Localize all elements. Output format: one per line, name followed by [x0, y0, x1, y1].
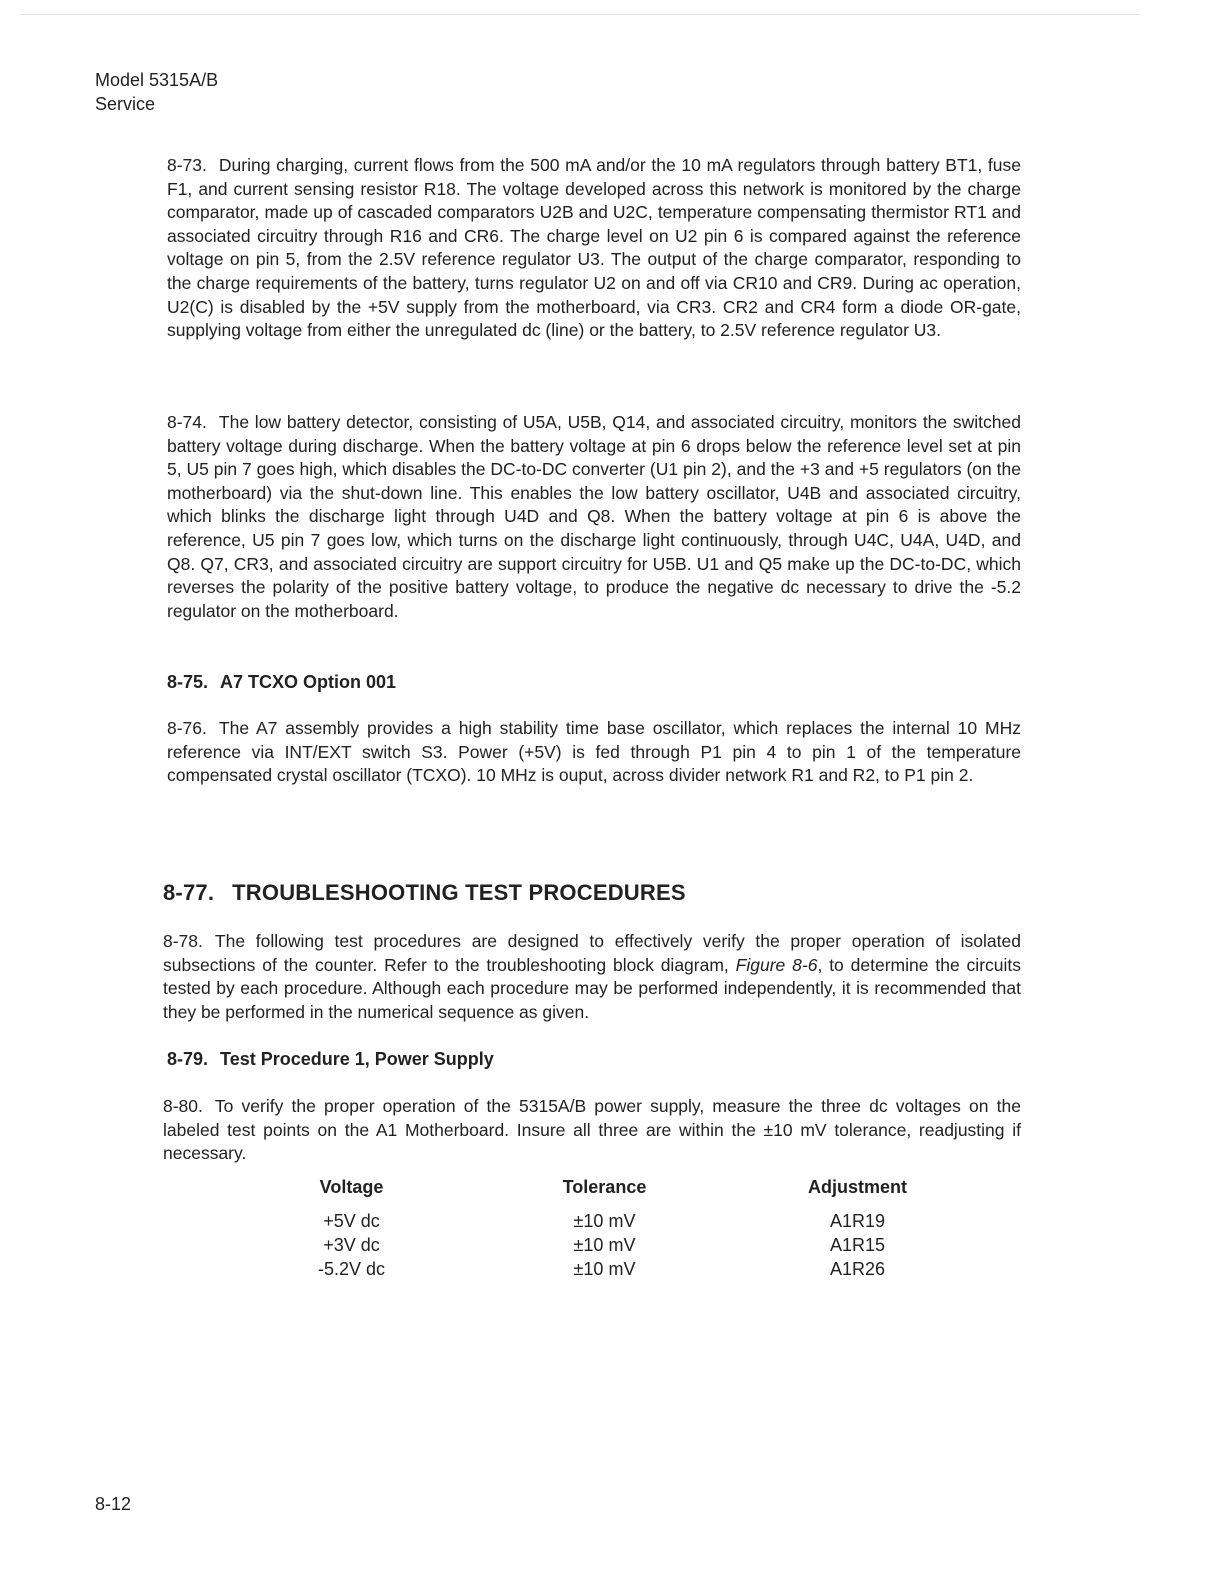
paragraph-text: The following test procedures are designed to effectively verify the proper operation of isolated subsections of the counter. Refer to the troubleshooting block diagram,: [163, 931, 1021, 975]
voltage-cell: +5V dc: [323, 1211, 380, 1231]
paragraph-number: 8-76.: [167, 718, 207, 738]
page-number: 8-12: [95, 1494, 132, 1514]
voltage-cell: +3V dc: [323, 1235, 380, 1255]
adjustment-cell: A1R19: [829, 1211, 886, 1231]
section-label: Service: [95, 94, 156, 114]
paragraph-number: 8-73.: [167, 155, 207, 175]
heading-number: 8-75.: [167, 672, 209, 692]
subheading-8-79: [167, 1047, 494, 1071]
heading-text: TROUBLESHOOTING TEST PROCEDURES: [232, 880, 686, 905]
paragraph-number: 8-74.: [167, 412, 207, 432]
column-header-adjustment: Adjustment: [808, 1177, 907, 1197]
top-rule: [20, 14, 1140, 15]
paragraph-8-78: [163, 930, 1021, 1024]
heading-text: A7 TCXO Option 001: [220, 672, 397, 692]
tolerance-cell: ±10 mV: [573, 1211, 636, 1231]
table-header-row: [225, 1175, 985, 1199]
paragraph-8-76: [167, 717, 1021, 788]
figure-reference: Figure 8-6: [735, 954, 818, 975]
adjustment-cell: A1R15: [829, 1235, 886, 1255]
model-label: Model 5315A/B: [95, 70, 219, 90]
paragraph-text: The A7 assembly provides a high stability time base oscillator, which replaces the internal 10 MHz reference via INT/EXT switch S3. Power (+5V) is fed through P1 pin 4 to pin 1 of the temperature compensated crystal oscillator (TCXO). 10 MHz is ouput, across divider network R1 and R2, to P1 pin 2.: [167, 718, 1021, 786]
paragraph-8-80: [163, 1095, 1021, 1166]
paragraph-8-73: [167, 154, 1021, 343]
paragraph-text: The low battery detector, consisting of U5A, U5B, Q14, and associated circuitry, monitors the switched battery voltage during discharge. When the battery voltage at pin 6 drops below the reference level set at pin 5, U5 pin 7 goes high, which disables the DC-to-DC converter (U1 pin 2), and the +3 and +5 regulators (on the motherboard) via the shut-down line. This enables the low battery oscillator, U4B and associated circuitry, which blinks the discharge light through U4D and Q8. When the battery voltage at pin 6 is above the reference, U5 pin 7 goes low, which turns on the discharge light continuously, through U4C, U4A, U4D, and Q8. Q7, CR3, and associated circuitry are support circuitry for U5B. U1 and Q5 make up the DC-to-DC, which reverses the polarity of the positive battery voltage, to produce the negative dc necessary to drive the -5.2 regulator on the motherboard.: [167, 412, 1021, 621]
tolerance-cell: ±10 mV: [573, 1235, 636, 1255]
adjustment-cell: A1R26: [829, 1259, 886, 1279]
section-heading-8-77: [163, 879, 686, 907]
page-header: [95, 68, 218, 116]
subheading-8-75: [167, 670, 396, 694]
power-supply-table: [225, 1175, 985, 1281]
paragraph-8-74: [167, 411, 1021, 623]
column-header-tolerance: Tolerance: [562, 1177, 647, 1197]
paragraph-text: To verify the proper operation of the 5315A/B power supply, measure the three dc voltages on the labeled test points on the A1 Motherboard. Insure all three are within the ±10 mV tolerance, readjusting if necessary.: [163, 1096, 1021, 1164]
paragraph-text: During charging, current flows from the 500 mA and/or the 10 mA regulators through battery BT1, fuse F1, and current sensing resistor R18. The voltage developed across this network is monitored by the charge comparator, made up of cascaded comparators U2B and U2C, temperature compensating thermistor RT1 and associated circuitry through R16 and CR6. The charge level on U2 pin 6 is compared against the reference voltage on pin 5, from the 2.5V reference regulator U3. The output of the charge comparator, responding to the charge requirements of the battery, turns regulator U2 on and off via CR10 and CR9. During ac operation, U2(C) is disabled by the +5V supply from the motherboard, via CR3. CR2 and CR4 form a diode OR-gate, supplying voltage from either the unregulated dc (line) or the battery, to 2.5V reference regulator U3.: [167, 155, 1021, 341]
table-row: [225, 1209, 985, 1233]
paragraph-text: , to determine the circuits tested by each procedure. Although each procedure may be performed independently, it is recommended that they be performed in the numerical sequence as given.: [163, 954, 1021, 1022]
heading-text: Test Procedure 1, Power Supply: [220, 1049, 494, 1069]
paragraph-number: 8-78.: [163, 931, 203, 951]
heading-number: 8-79.: [167, 1049, 209, 1069]
table-row: [225, 1233, 985, 1257]
table-row: [225, 1257, 985, 1281]
paragraph-number: 8-80.: [163, 1096, 203, 1116]
heading-number: 8-77.: [163, 880, 215, 905]
voltage-cell: -5.2V dc: [317, 1259, 386, 1279]
column-header-voltage: Voltage: [319, 1177, 384, 1197]
tolerance-cell: ±10 mV: [573, 1259, 636, 1279]
